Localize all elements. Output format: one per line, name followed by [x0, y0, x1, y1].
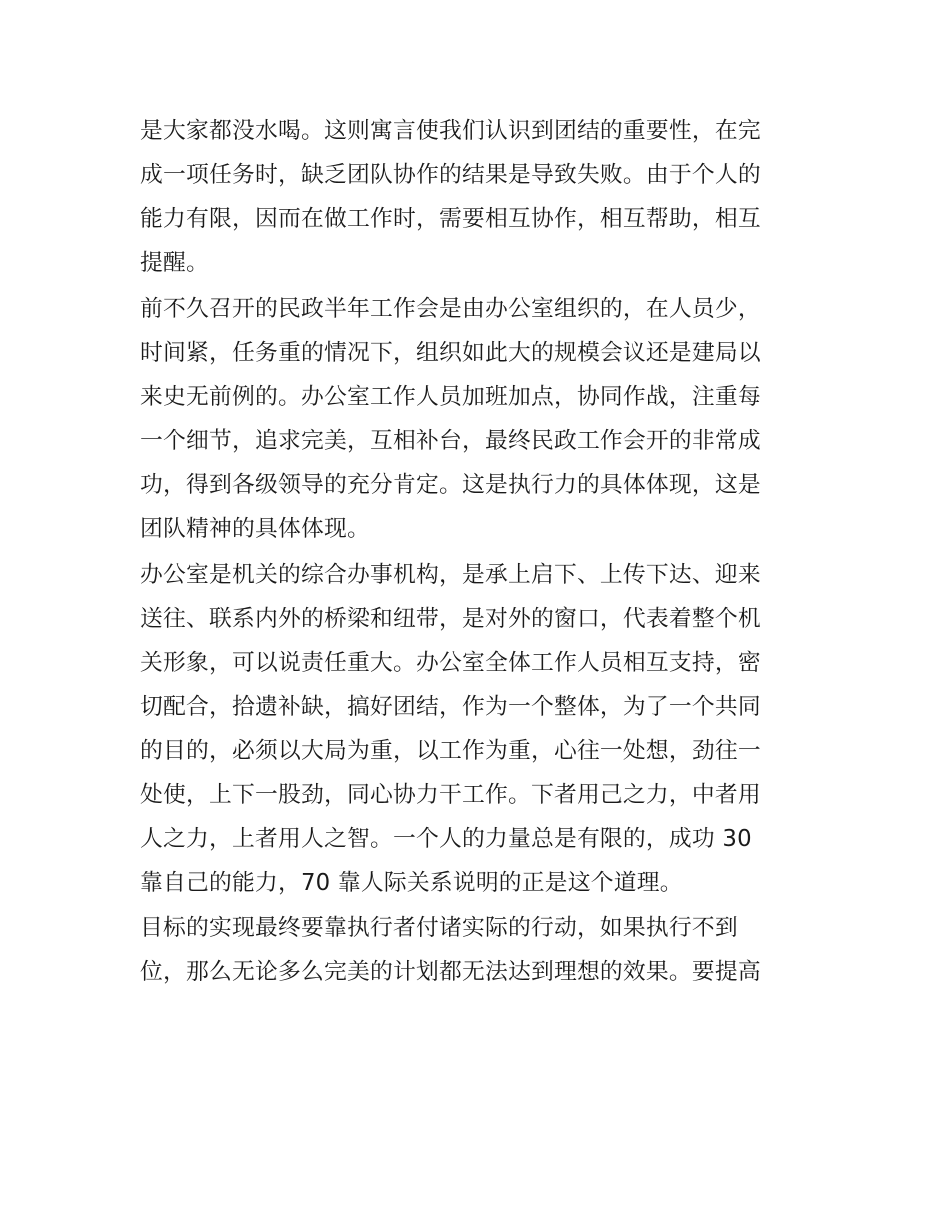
text-line: 一个细节，追求完美，互相补台，最终民政工作会开的非常成 — [140, 428, 761, 454]
text-line: 功，得到各级领导的充分肯定。这是执行力的具体体现，这是 — [140, 472, 761, 498]
text-line: 目标的实现最终要靠执行者付诸实际的行动，如果执行不到 — [140, 915, 738, 941]
paragraph — [140, 906, 812, 994]
paragraph — [140, 553, 812, 905]
text-line: 关形象，可以说责任重大。办公室全体工作人员相互支持，密 — [140, 650, 761, 676]
text-line: 时间紧，任务重的情况下，组织如此大的规模会议还是建局以 — [140, 340, 761, 366]
text-line: 切配合，拾遗补缺，搞好团结，作为一个整体，为了一个共同 — [140, 694, 761, 720]
text-line: 处使，上下一股劲，同心协力干工作。下者用己之力，中者用 — [140, 782, 761, 808]
text-line: 办公室是机关的综合办事机构，是承上启下、上传下达、迎来 — [140, 562, 761, 588]
text-line: 位，那么无论多么完美的计划都无法达到理想的效果。要提高 — [140, 959, 761, 985]
text-line: 来史无前例的。办公室工作人员加班加点，协同作战，注重每 — [140, 384, 761, 410]
text-line: 提醒。 — [140, 250, 209, 276]
text-line: 送往、联系内外的桥梁和纽带，是对外的窗口，代表着整个机 — [140, 606, 761, 632]
paragraph — [140, 109, 812, 285]
document-body — [140, 109, 812, 996]
text-line: 人之力，上者用人之智。一个人的力量总是有限的，成功 30 — [140, 826, 752, 852]
text-line: 团队精神的具体体现。 — [140, 516, 370, 542]
text-line: 的目的，必须以大局为重，以工作为重，心往一处想，劲往一 — [140, 738, 761, 764]
text-line: 成一项任务时，缺乏团队协作的结果是导致失败。由于个人的 — [140, 162, 761, 188]
paragraph — [140, 287, 812, 551]
text-line: 靠自己的能力，70 靠人际关系说明的正是这个道理。 — [140, 870, 683, 896]
text-line: 是大家都没水喝。这则寓言使我们认识到团结的重要性，在完 — [140, 118, 761, 144]
text-line: 能力有限，因而在做工作时，需要相互协作，相互帮助，相互 — [140, 206, 761, 232]
text-line: 前不久召开的民政半年工作会是由办公室组织的，在人员少， — [140, 296, 761, 322]
